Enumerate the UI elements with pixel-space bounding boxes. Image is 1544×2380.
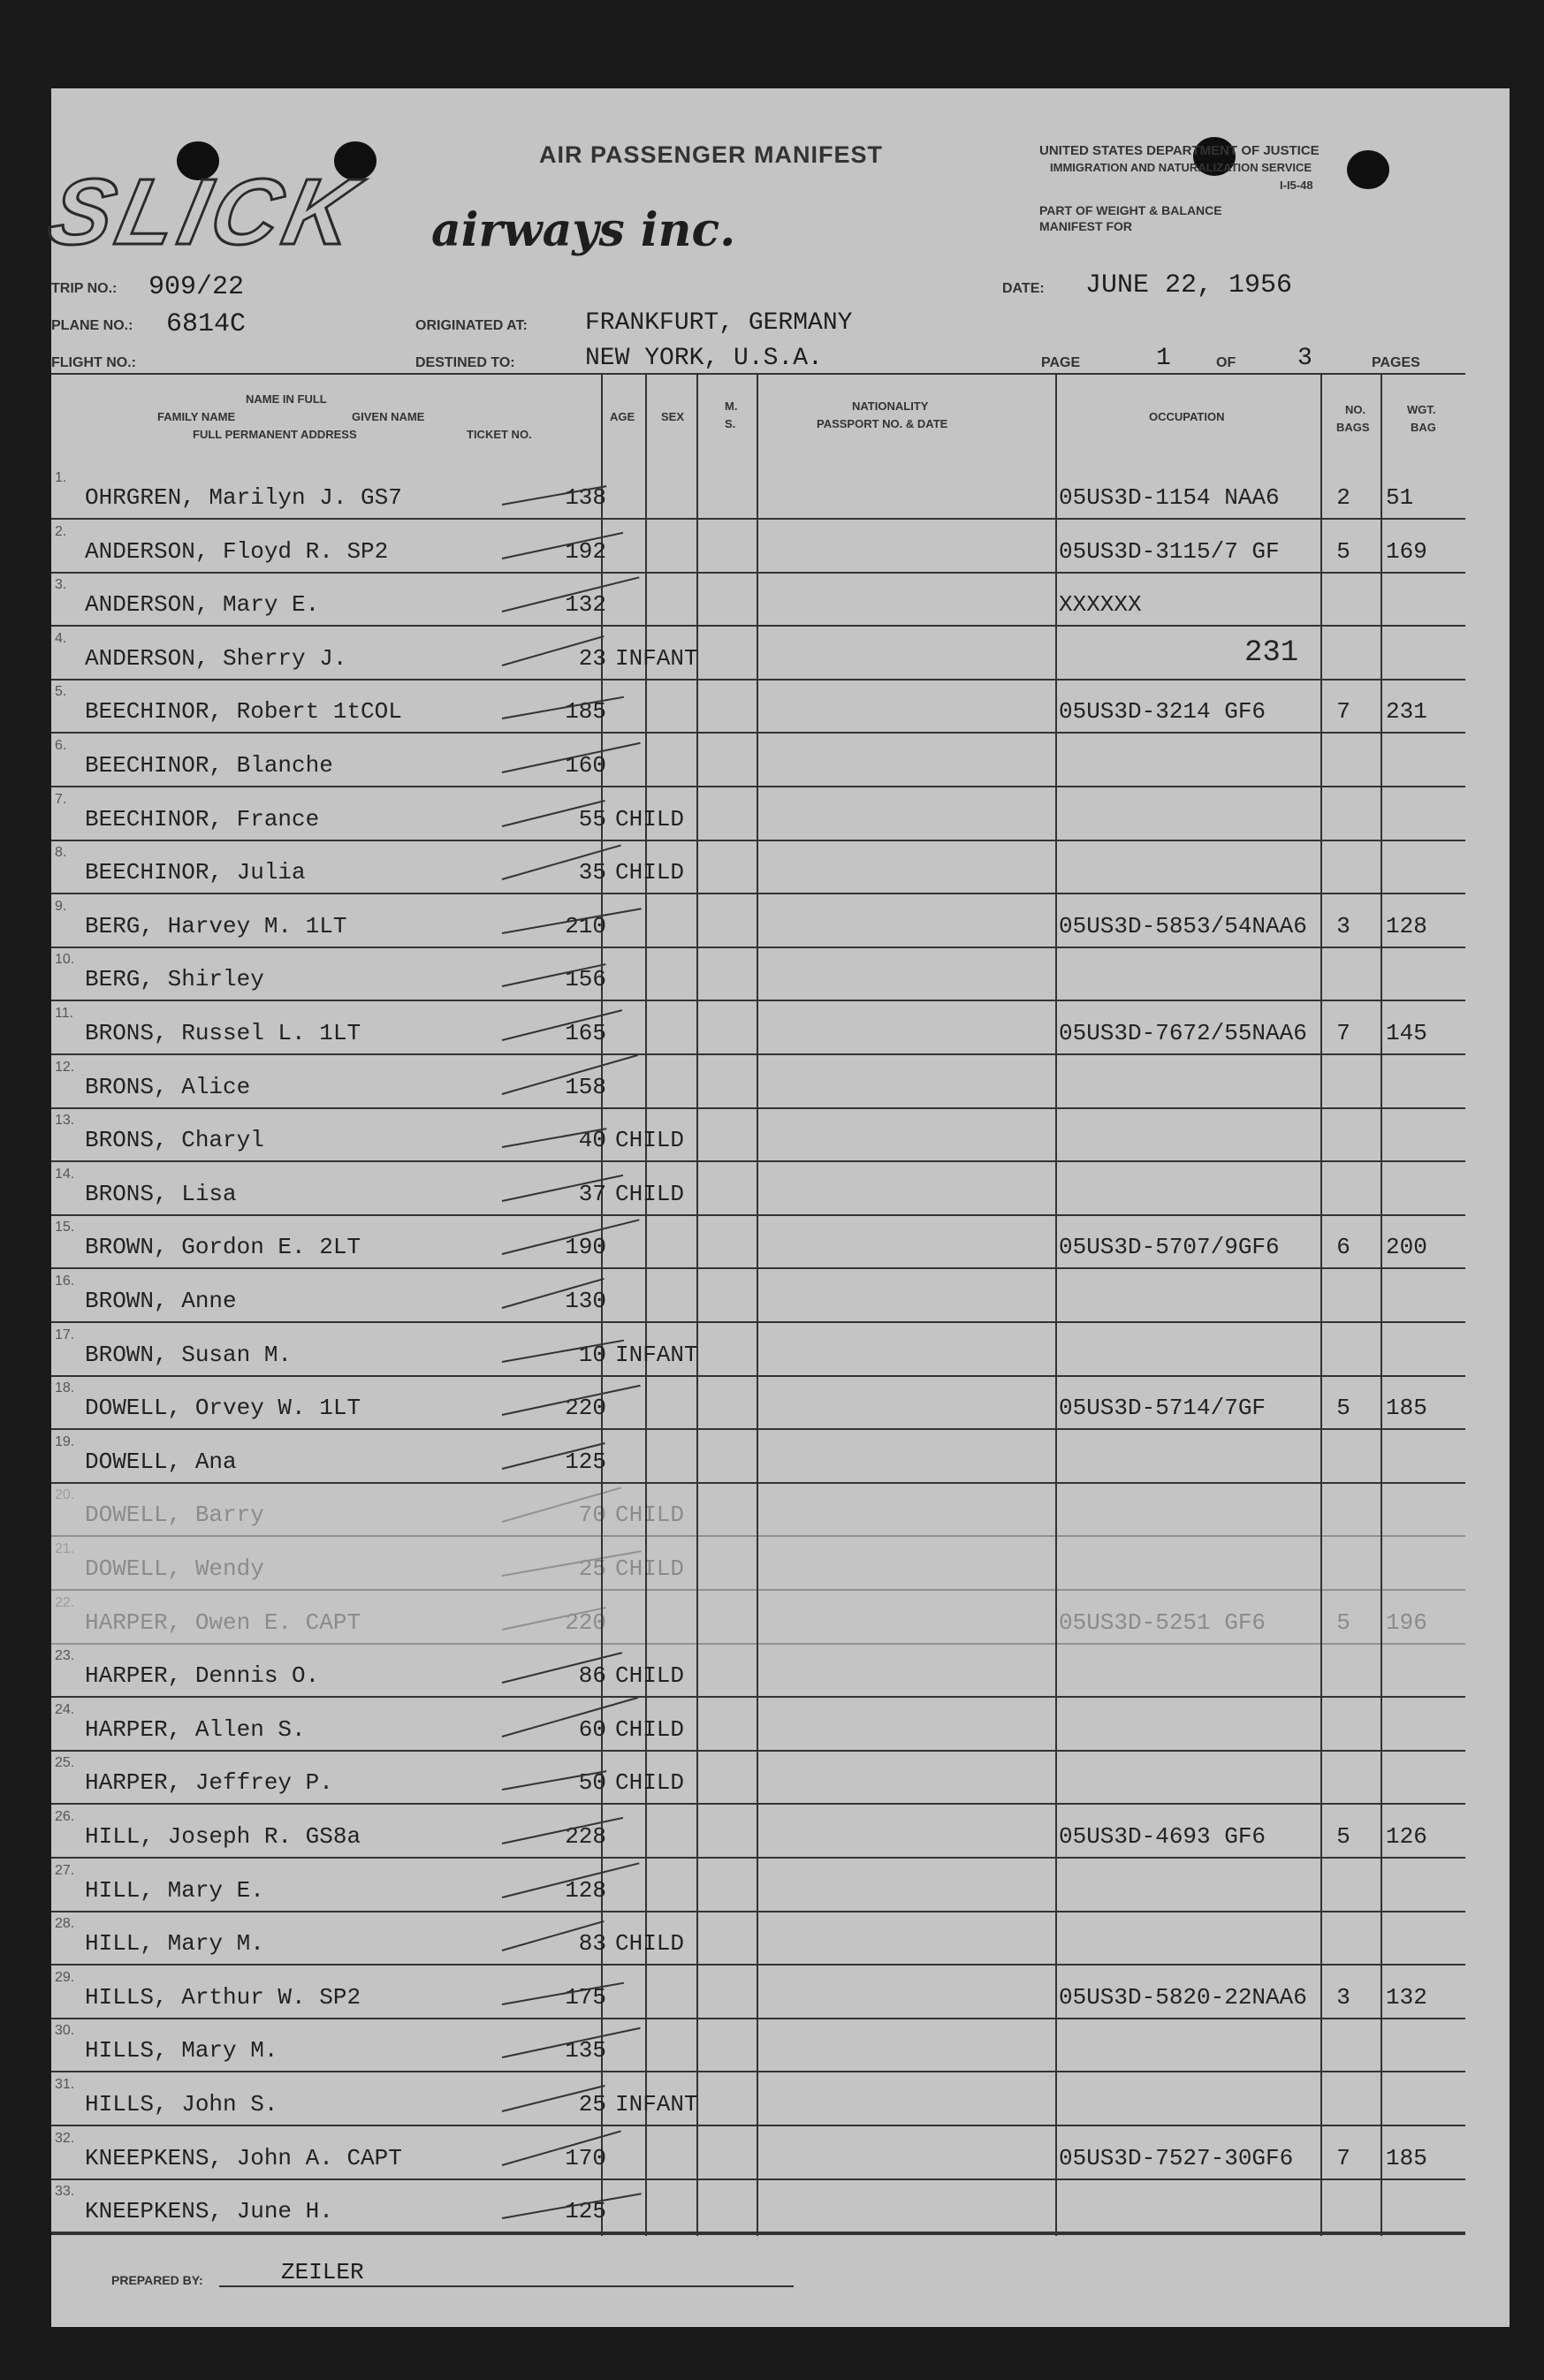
table-row <box>51 1968 1510 2021</box>
passenger-age: CHILD <box>615 1930 685 1958</box>
row-line <box>51 1000 1465 1001</box>
passenger-age: CHILD <box>615 1555 685 1582</box>
bag-count: 3 <box>1336 1983 1350 2011</box>
table-row <box>51 1379 1510 1432</box>
row-number: 7. <box>55 791 67 807</box>
row-number: 28. <box>55 1916 75 1932</box>
date-label: DATE: <box>1002 281 1045 296</box>
col-ms1: M. <box>725 399 738 413</box>
bag-weight: 51 <box>1386 484 1414 511</box>
table-row <box>51 522 1510 575</box>
col-ms2: S. <box>725 417 736 430</box>
row-number: 13. <box>55 1113 75 1129</box>
row-number: 14. <box>55 1166 75 1182</box>
passenger-name: BRONS, Russel L. 1LT <box>85 1020 361 1046</box>
col-wgt1: WGT. <box>1407 403 1436 416</box>
passenger-name: HARPER, Jeffrey P. <box>85 1769 333 1797</box>
passenger-name: BERG, Harvey M. 1LT <box>85 912 347 939</box>
passenger-occupation: 05US3D-5251 GF6 <box>1059 1608 1266 1636</box>
col-wgt2: BAG <box>1411 421 1436 434</box>
bag-count: 5 <box>1336 1395 1350 1422</box>
table-row <box>51 1272 1510 1325</box>
passenger-age: CHILD <box>615 859 685 886</box>
manifest-page <box>40 88 1510 2327</box>
airline-logo: SLICK <box>40 160 370 264</box>
bag-count: 5 <box>1336 1608 1350 1636</box>
trip-value: 909/22 <box>148 272 245 302</box>
ticket-number: 128 <box>565 1876 606 1904</box>
row-line <box>51 893 1465 894</box>
bag-weight: 185 <box>1386 1395 1427 1422</box>
table-row <box>51 1593 1510 1646</box>
passenger-age: INFANT <box>615 2091 698 2118</box>
row-number: 18. <box>55 1380 75 1396</box>
bag-count: 5 <box>1336 537 1350 565</box>
pages-label: PAGES <box>1372 355 1420 370</box>
passenger-name: HARPER, Allen S. <box>85 1715 306 1743</box>
row-line <box>51 1053 1465 1055</box>
passenger-age: CHILD <box>615 1769 685 1797</box>
table-row <box>51 790 1510 843</box>
row-line <box>51 1643 1465 1645</box>
row-line <box>51 786 1465 787</box>
ticket-number: 25 <box>578 1555 606 1582</box>
table-row <box>51 1700 1510 1753</box>
table-row <box>51 897 1510 950</box>
row-number: 33. <box>55 2184 75 2200</box>
col-bags2: BAGS <box>1336 421 1370 434</box>
bag-weight: 145 <box>1386 1020 1427 1046</box>
passenger-name: DOWELL, Orvey W. 1LT <box>85 1395 361 1422</box>
passenger-name: ANDERSON, Floyd R. SP2 <box>85 537 389 565</box>
table-row <box>51 1111 1510 1164</box>
passenger-name: HILLS, Mary M. <box>85 2037 278 2064</box>
passenger-occupation: 05US3D-4693 GF6 <box>1059 1823 1266 1850</box>
table-row <box>51 1914 1510 1967</box>
row-line <box>51 679 1465 681</box>
passenger-occupation: XXXXXX <box>1059 591 1142 619</box>
passenger-name: BROWN, Gordon E. 2LT <box>85 1234 361 1261</box>
row-line <box>51 840 1465 841</box>
row-number: 24. <box>55 1701 75 1717</box>
row-line <box>51 947 1465 948</box>
flight-label: FLIGHT NO.: <box>51 355 136 370</box>
ticket-number: 40 <box>578 1127 606 1154</box>
bag-count: 7 <box>1336 1020 1350 1046</box>
table-row <box>51 1218 1510 1271</box>
ticket-number: 220 <box>565 1608 606 1636</box>
row-number: 11. <box>55 1006 74 1021</box>
airline-logo-tagline: airways inc. <box>431 203 736 257</box>
passenger-name: OHRGREN, Marilyn J. GS7 <box>85 484 402 511</box>
bag-weight: 185 <box>1386 2144 1427 2171</box>
row-line <box>51 1482 1465 1484</box>
bag-count: 7 <box>1336 2144 1350 2171</box>
ticket-number: 55 <box>578 805 606 833</box>
prepared-value: ZEILER <box>281 2259 364 2285</box>
ticket-number: 23 <box>578 644 606 672</box>
ticket-number: 130 <box>565 1288 606 1314</box>
passenger-name: KNEEPKENS, June H. <box>85 2198 333 2225</box>
ticket-number: 156 <box>565 966 606 993</box>
bag-weight: 196 <box>1386 1608 1427 1636</box>
col-name-line1: NAME IN FULL <box>246 392 327 406</box>
origin-value: FRANKFURT, GERMANY <box>585 309 853 337</box>
bag-weight: 132 <box>1386 1983 1427 2011</box>
bag-count: 6 <box>1336 1234 1350 1261</box>
passenger-name: DOWELL, Barry <box>85 1502 264 1529</box>
row-number: 32. <box>55 2130 75 2146</box>
passenger-occupation: 05US3D-5714/7GF <box>1059 1395 1266 1422</box>
agency-line4: MANIFEST FOR <box>1039 219 1132 233</box>
row-line <box>51 1321 1465 1323</box>
passenger-name: HARPER, Dennis O. <box>85 1662 320 1690</box>
passenger-name: BRONS, Lisa <box>85 1180 237 1207</box>
passenger-name: DOWELL, Wendy <box>85 1555 264 1582</box>
row-line <box>51 1750 1465 1752</box>
col-bags1: NO. <box>1345 403 1366 416</box>
ticket-number: 160 <box>565 752 606 779</box>
row-line <box>51 2018 1465 2019</box>
row-number: 15. <box>55 1220 75 1236</box>
row-line <box>51 2071 1465 2072</box>
dest-label: DESTINED TO: <box>415 355 515 370</box>
passenger-name: HILLS, Arthur W. SP2 <box>85 1983 361 2011</box>
page-label: PAGE <box>1041 355 1081 370</box>
row-number: 29. <box>55 1969 75 1985</box>
bag-weight: 169 <box>1386 537 1427 565</box>
row-number: 2. <box>55 523 67 539</box>
ticket-number: 192 <box>565 537 606 565</box>
table-row <box>51 1058 1510 1111</box>
row-line <box>51 732 1465 734</box>
table-row <box>51 2182 1510 2235</box>
col-name-address: FULL PERMANENT ADDRESS <box>193 428 357 441</box>
row-number: 8. <box>55 845 67 861</box>
passenger-name: HILLS, John S. <box>85 2091 278 2118</box>
row-number: 16. <box>55 1274 75 1289</box>
table-row <box>51 1433 1510 1486</box>
ticket-number: 10 <box>578 1341 606 1368</box>
ticket-number: 185 <box>565 698 606 726</box>
table-row <box>51 1486 1510 1539</box>
passenger-occupation: 05US3D-7527-30GF6 <box>1059 2144 1294 2171</box>
passenger-occupation: 05US3D-7672/55NAA6 <box>1059 1020 1307 1046</box>
date-value: JUNE 22, 1956 <box>1085 270 1293 300</box>
prepared-label: PREPARED BY: <box>111 2273 203 2287</box>
table-row <box>51 629 1510 682</box>
passenger-age: INFANT <box>615 1341 698 1368</box>
origin-label: ORIGINATED AT: <box>415 318 528 333</box>
ticket-number: 175 <box>565 1983 606 2011</box>
bag-weight: 231 <box>1386 698 1427 726</box>
plane-value: 6814C <box>166 309 247 339</box>
table-row <box>51 2021 1510 2074</box>
table-row <box>51 1165 1510 1218</box>
row-number: 23. <box>55 1648 75 1664</box>
ticket-number: 50 <box>578 1769 606 1797</box>
ticket-number: 125 <box>565 2198 606 2225</box>
row-line <box>51 1107 1465 1109</box>
row-number: 12. <box>55 1059 75 1075</box>
passenger-occupation: 05US3D-3214 GF6 <box>1059 698 1266 726</box>
ticket-number: 125 <box>565 1448 606 1475</box>
ticket-number: 220 <box>565 1395 606 1422</box>
ticket-number: 138 <box>565 484 606 511</box>
table-row <box>51 682 1510 735</box>
passenger-name: HARPER, Owen E. CAPT <box>85 1608 361 1636</box>
ticket-number: 170 <box>565 2144 606 2171</box>
passenger-name: DOWELL, Ana <box>85 1448 237 1475</box>
row-number: 25. <box>55 1755 75 1771</box>
row-line <box>51 1803 1465 1805</box>
row-number: 10. <box>55 952 75 968</box>
row-number: 27. <box>55 1862 75 1878</box>
passenger-age: CHILD <box>615 1715 685 1743</box>
row-number: 3. <box>55 577 67 593</box>
col-age: AGE <box>610 410 635 423</box>
passenger-name: KNEEPKENS, John A. CAPT <box>85 2144 402 2171</box>
table-row <box>51 1646 1510 1699</box>
row-number: 6. <box>55 738 67 753</box>
col-passport: PASSPORT NO. & DATE <box>817 417 948 430</box>
row-number: 21. <box>55 1541 75 1556</box>
ticket-number: 25 <box>578 2091 606 2118</box>
row-number: 22. <box>55 1594 75 1610</box>
table-row <box>51 468 1510 521</box>
row-line <box>51 2232 1465 2235</box>
row-line <box>51 2178 1465 2180</box>
table-row <box>51 1326 1510 1379</box>
table-row <box>51 2075 1510 2128</box>
row-line <box>51 518 1465 520</box>
ticket-number: 158 <box>565 1073 606 1100</box>
col-sex: SEX <box>661 410 685 423</box>
row-number: 26. <box>55 1809 75 1824</box>
passenger-name: BEECHINOR, Julia <box>85 859 306 886</box>
row-number: 31. <box>55 2077 75 2092</box>
row-line <box>51 625 1465 627</box>
table-row <box>51 1540 1510 1593</box>
table-row <box>51 575 1510 628</box>
passenger-name: BROWN, Anne <box>85 1288 237 1314</box>
ticket-number: 60 <box>578 1715 606 1743</box>
passenger-name: BEECHINOR, Blanche <box>85 752 333 779</box>
bag-count: 2 <box>1336 484 1350 511</box>
ticket-number: 228 <box>565 1823 606 1850</box>
row-number: 19. <box>55 1433 75 1449</box>
of-value: 3 <box>1297 345 1312 372</box>
row-number: 4. <box>55 630 67 646</box>
of-label: OF <box>1216 355 1236 370</box>
row-line <box>51 1696 1465 1698</box>
table-row <box>51 1004 1510 1057</box>
row-line <box>51 1267 1465 1269</box>
bag-weight: 126 <box>1386 1823 1427 1850</box>
row-number: 20. <box>55 1487 75 1503</box>
col-ticket: TICKET NO. <box>467 428 532 441</box>
bag-count: 3 <box>1336 912 1350 939</box>
passenger-name: BROWN, Susan M. <box>85 1341 293 1368</box>
passenger-age: CHILD <box>615 1127 685 1154</box>
passenger-name: BRONS, Charyl <box>85 1127 264 1154</box>
row-number: 1. <box>55 470 67 485</box>
table-row <box>51 1807 1510 1860</box>
passenger-age: CHILD <box>615 1662 685 1690</box>
passenger-age: CHILD <box>615 1502 685 1529</box>
agency-form: I-I5-48 <box>1280 179 1313 192</box>
passenger-name: HILL, Mary M. <box>85 1930 264 1958</box>
form-title: AIR PASSENGER MANIFEST <box>539 141 884 168</box>
passenger-age: CHILD <box>615 805 685 833</box>
passenger-name: HILL, Mary E. <box>85 1876 264 1904</box>
passenger-name: ANDERSON, Mary E. <box>85 591 320 619</box>
passenger-name: BEECHINOR, Robert 1tCOL <box>85 698 402 726</box>
row-line <box>51 1160 1465 1162</box>
row-line <box>51 2125 1465 2126</box>
bag-count: 7 <box>1336 698 1350 726</box>
passenger-name: BRONS, Alice <box>85 1073 251 1100</box>
passenger-name: ANDERSON, Sherry J. <box>85 644 347 672</box>
table-row <box>51 1753 1510 1806</box>
plane-label: PLANE NO.: <box>51 318 133 333</box>
passenger-occupation: 05US3D-5707/9GF6 <box>1059 1234 1280 1261</box>
passenger-occupation: 231 <box>1244 635 1299 670</box>
ticket-number: 132 <box>565 591 606 619</box>
passenger-occupation: 05US3D-5853/54NAA6 <box>1059 912 1307 939</box>
passenger-age: CHILD <box>615 1180 685 1207</box>
passenger-name: BEECHINOR, France <box>85 805 320 833</box>
table-row <box>51 2129 1510 2182</box>
row-line <box>51 1375 1465 1377</box>
table-row <box>51 1861 1510 1914</box>
row-line <box>51 1428 1465 1430</box>
punch-hole <box>1347 150 1389 189</box>
row-line <box>51 572 1465 574</box>
agency-line1: UNITED STATES DEPARTMENT OF JUSTICE <box>1039 143 1320 158</box>
ticket-number: 86 <box>578 1662 606 1690</box>
row-line <box>51 1535 1465 1537</box>
dest-value: NEW YORK, U.S.A. <box>585 345 823 372</box>
agency-line3: PART OF WEIGHT & BALANCE <box>1039 203 1222 217</box>
table-row <box>51 736 1510 789</box>
ticket-number: 83 <box>578 1930 606 1958</box>
row-number: 9. <box>55 898 67 914</box>
table-row <box>51 843 1510 896</box>
row-line <box>51 1857 1465 1859</box>
passenger-occupation: 05US3D-1154 NAA6 <box>1059 484 1280 511</box>
row-number: 5. <box>55 684 67 700</box>
trip-label: TRIP NO.: <box>51 281 118 296</box>
ticket-number: 135 <box>565 2037 606 2064</box>
passenger-occupation: 05US3D-3115/7 GF <box>1059 537 1280 565</box>
ticket-number: 190 <box>565 1234 606 1261</box>
col-name-family: FAMILY NAME <box>157 410 236 423</box>
row-number: 17. <box>55 1327 75 1342</box>
row-number: 30. <box>55 2023 75 2039</box>
row-line <box>51 1214 1465 1216</box>
prepared-underline <box>219 2285 794 2287</box>
ticket-number: 210 <box>565 912 606 939</box>
ticket-number: 70 <box>578 1502 606 1529</box>
bag-weight: 128 <box>1386 912 1427 939</box>
ticket-number: 35 <box>578 859 606 886</box>
passenger-occupation: 05US3D-5820-22NAA6 <box>1059 1983 1307 2011</box>
passenger-name: BERG, Shirley <box>85 966 264 993</box>
passenger-name: HILL, Joseph R. GS8a <box>85 1823 361 1850</box>
col-occupation: OCCUPATION <box>1149 410 1225 423</box>
bag-weight: 200 <box>1386 1234 1427 1261</box>
page-value: 1 <box>1156 345 1171 372</box>
table-row <box>51 950 1510 1003</box>
row-line <box>51 1964 1465 1966</box>
agency-line2: IMMIGRATION AND NATURALIZATION SERVICE <box>1050 161 1312 174</box>
row-line <box>51 1589 1465 1591</box>
row-line <box>51 1911 1465 1912</box>
col-nationality: NATIONALITY <box>852 399 929 413</box>
ticket-number: 37 <box>578 1180 606 1207</box>
header-divider <box>51 373 1465 375</box>
col-name-given: GIVEN NAME <box>352 410 425 423</box>
bag-count: 5 <box>1336 1823 1350 1850</box>
ticket-number: 165 <box>565 1020 606 1046</box>
passenger-age: INFANT <box>615 644 698 672</box>
